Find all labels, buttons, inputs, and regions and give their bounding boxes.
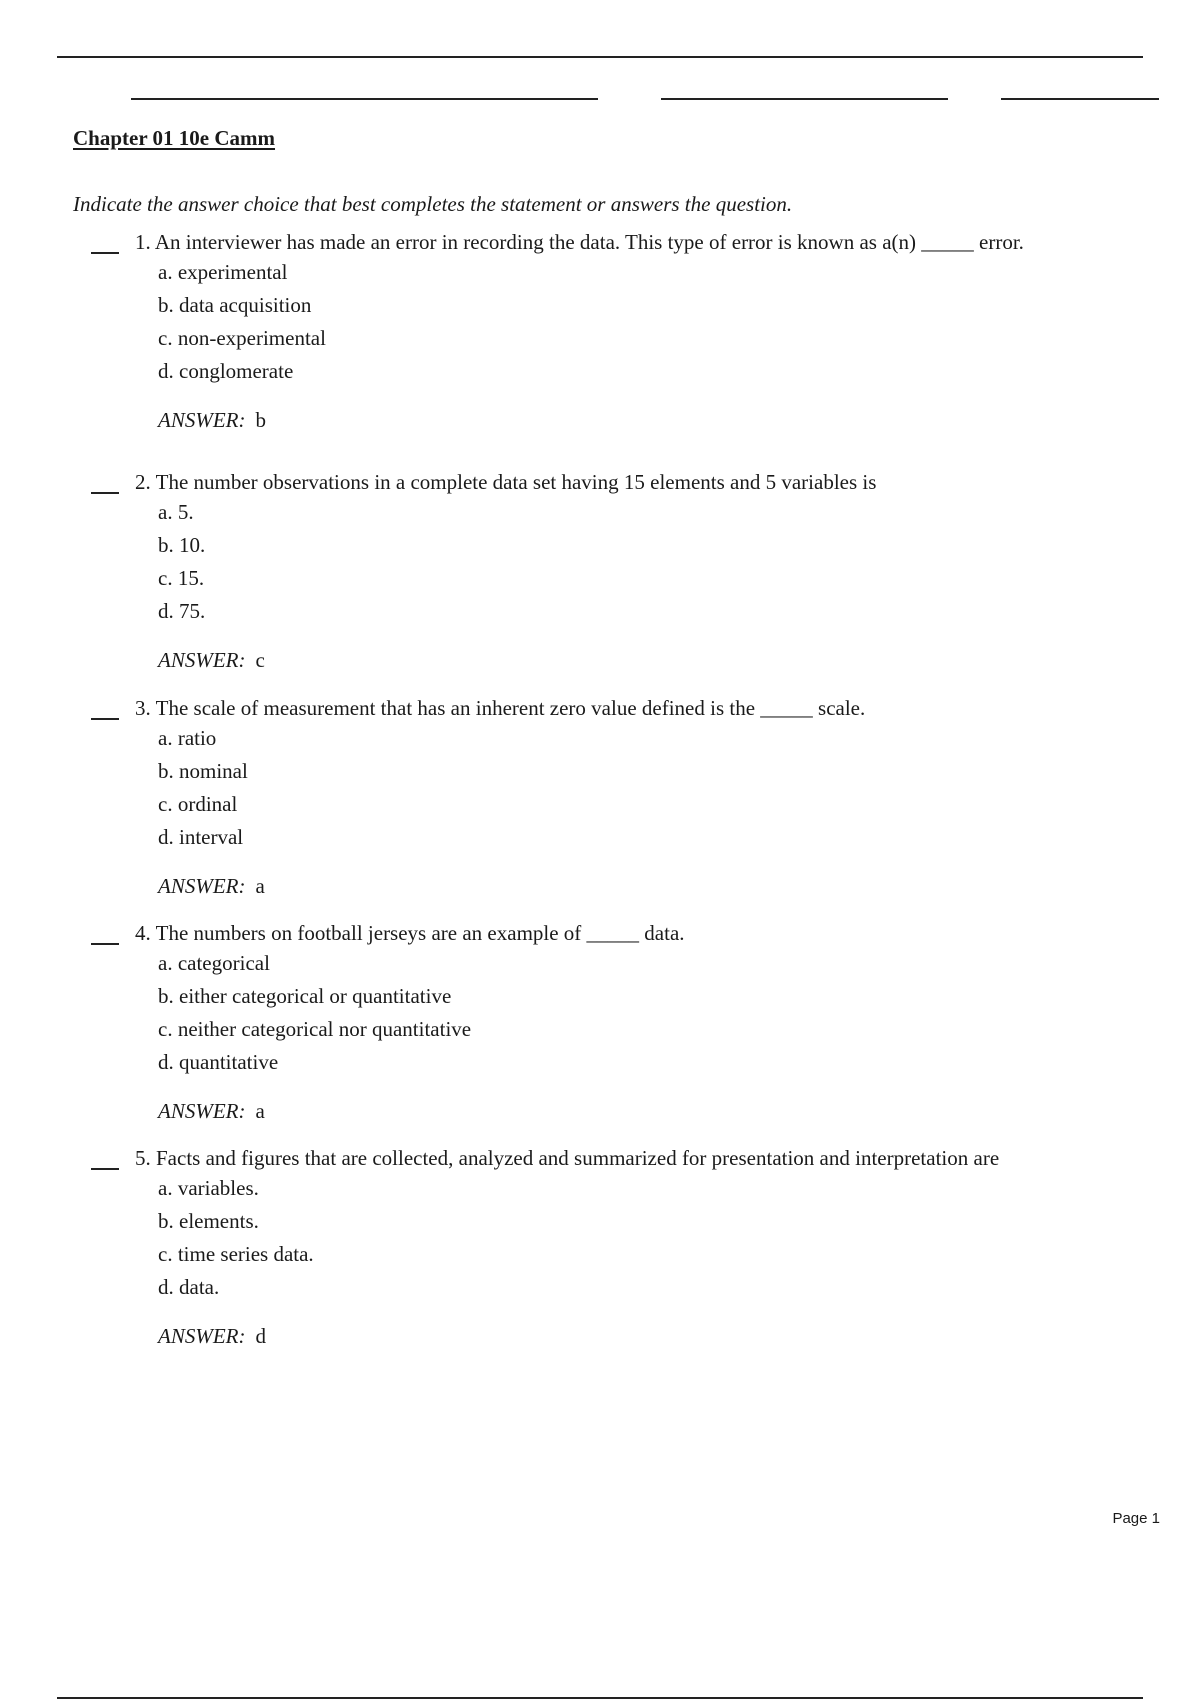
answer-label: ANSWER: <box>158 1324 246 1348</box>
answer-value: a <box>255 1099 265 1123</box>
class-blank-line <box>661 98 948 100</box>
page-title: Chapter 01 10e Camm <box>73 126 276 150</box>
answer-value: a <box>255 874 265 898</box>
question-stem: 4. The numbers on football jerseys are an example of _____ data. <box>135 921 685 945</box>
option-d: d. quantitative <box>158 1050 279 1074</box>
answer-label: ANSWER: <box>158 408 246 432</box>
name-blank-line <box>131 98 598 100</box>
answer-blank <box>91 252 119 254</box>
option-d: d. 75. <box>158 599 206 623</box>
bottom-rule <box>57 1697 1143 1699</box>
answer-value: d <box>255 1324 266 1348</box>
option-d: d. data. <box>158 1275 220 1299</box>
option-b: b. data acquisition <box>158 293 312 317</box>
answer-value: b <box>255 408 266 432</box>
answer-value: c <box>255 648 265 672</box>
option-b: b. elements. <box>158 1209 259 1233</box>
option-a: a. ratio <box>158 726 217 750</box>
question-stem: 2. The number observations in a complete data set having 15 elements and 5 variables is <box>135 470 877 494</box>
answer-line <box>158 648 265 673</box>
instructions: Indicate the answer choice that best completes the statement or answers the question. <box>73 192 793 216</box>
option-a: a. 5. <box>158 500 194 524</box>
option-b: b. either categorical or quantitative <box>158 984 452 1008</box>
question-stem: 3. The scale of measurement that has an inherent zero value defined is the _____ scale. <box>135 696 866 720</box>
option-a: a. experimental <box>158 260 288 284</box>
answer-line <box>158 874 265 899</box>
option-c: c. non-experimental <box>158 326 326 350</box>
answer-blank <box>91 1168 119 1170</box>
answer-label: ANSWER: <box>158 1099 246 1123</box>
option-c: c. ordinal <box>158 792 238 816</box>
answer-line <box>158 408 266 433</box>
option-c: c. 15. <box>158 566 205 590</box>
top-rule <box>57 56 1143 58</box>
date-blank-line <box>1001 98 1159 100</box>
answer-line <box>158 1324 266 1349</box>
option-d: d. conglomerate <box>158 359 294 383</box>
option-a: a. variables. <box>158 1176 259 1200</box>
answer-label: ANSWER: <box>158 874 246 898</box>
option-a: a. categorical <box>158 951 270 975</box>
option-c: c. neither categorical nor quantitative <box>158 1017 472 1041</box>
answer-label: ANSWER: <box>158 648 246 672</box>
answer-line <box>158 1099 265 1124</box>
question-stem: 5. Facts and figures that are collected, analyzed and summarized for presentation and interpretation are <box>135 1146 1000 1170</box>
option-b: b. nominal <box>158 759 248 783</box>
answer-blank <box>91 492 119 494</box>
option-c: c. time series data. <box>158 1242 314 1266</box>
page-number: Page 1 <box>1112 1510 1160 1527</box>
answer-blank <box>91 718 119 720</box>
answer-blank <box>91 943 119 945</box>
option-b: b. 10. <box>158 533 206 557</box>
question-stem: 1. An interviewer has made an error in recording the data. This type of error is known as a(n) _____ error. <box>135 230 1024 254</box>
option-d: d. interval <box>158 825 244 849</box>
